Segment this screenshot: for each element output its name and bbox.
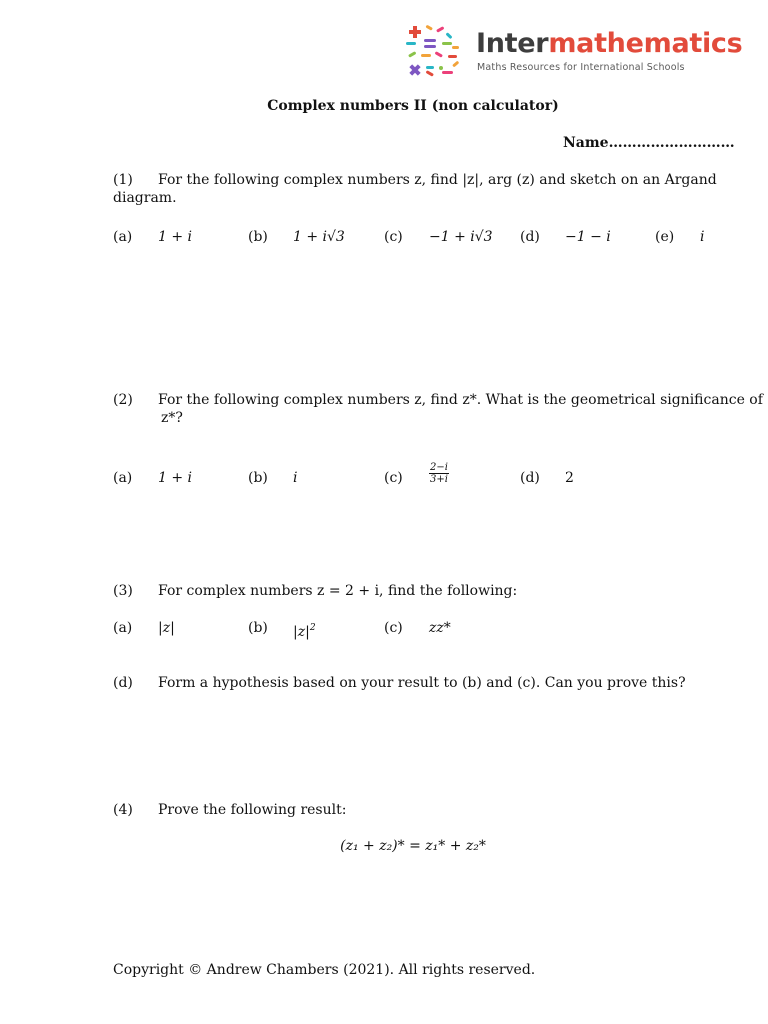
part-label: (a) (113, 229, 133, 245)
part-expression: 1 + i√3 (293, 229, 345, 245)
part-expression: −1 − i (565, 229, 611, 245)
logo-wordmark: Intermathematics (476, 28, 743, 59)
page-title: Complex numbers II (non calculator) (267, 98, 559, 114)
part-label: (a) (113, 620, 133, 636)
copyright-footer: Copyright © Andrew Chambers (2021). All rights reserved. (113, 962, 536, 978)
modulus-expression: |z| (293, 624, 310, 640)
part-label: (e) (655, 229, 675, 245)
part-expression: 2 (565, 470, 574, 486)
part-expression: |z| (158, 620, 175, 636)
part-label: (b) (248, 470, 268, 486)
part-expression: −1 + i√3 (429, 229, 493, 245)
part-label: (d) (520, 229, 540, 245)
question-text: For complex numbers z = 2 + i, find the following: (158, 583, 518, 599)
part-label: (c) (384, 470, 403, 486)
question-text: Form a hypothesis based on your result to (b) and (c). Can you prove this? (158, 675, 686, 691)
question-number: (4) (113, 802, 133, 818)
part-label: (b) (248, 620, 268, 636)
part-label: (c) (384, 620, 403, 636)
part-label: (a) (113, 470, 133, 486)
part-expression: i (700, 229, 705, 245)
part-label: (c) (384, 229, 403, 245)
part-expression: i (293, 470, 298, 486)
part-expression: 1 + i (158, 470, 193, 486)
logo-mark-icon (404, 24, 462, 80)
question-number: (2) (113, 392, 133, 408)
formula: (z₁ + z₂)* = z₁* + z₂* (340, 838, 486, 854)
exponent-two: 2 (309, 623, 316, 633)
part-expression: zz* (429, 620, 451, 636)
fraction-numerator: 2−i (430, 462, 448, 473)
part-label: (b) (248, 229, 268, 245)
name-field-label: Name……………………… (563, 135, 735, 151)
question-text: Prove the following result: (158, 802, 347, 818)
question-text-cont: z*? (161, 410, 183, 426)
question-number: (3) (113, 583, 133, 599)
question-text-cont: diagram. (113, 190, 177, 206)
fraction-expression (429, 462, 449, 485)
part-label: (d) (520, 470, 540, 486)
question-number: (1) (113, 172, 133, 188)
part-expression: 1 + i (158, 229, 193, 245)
question-text: For the following complex numbers z, find z*. What is the geometrical significance of (158, 392, 763, 408)
question-text: For the following complex numbers z, find |z|, arg (z) and sketch on an Argand (158, 172, 717, 188)
part-label: (d) (113, 675, 133, 691)
fraction-denominator: 3+i (430, 474, 448, 485)
logo-tagline: Maths Resources for International Schools (477, 62, 685, 73)
part-expression (293, 619, 316, 641)
